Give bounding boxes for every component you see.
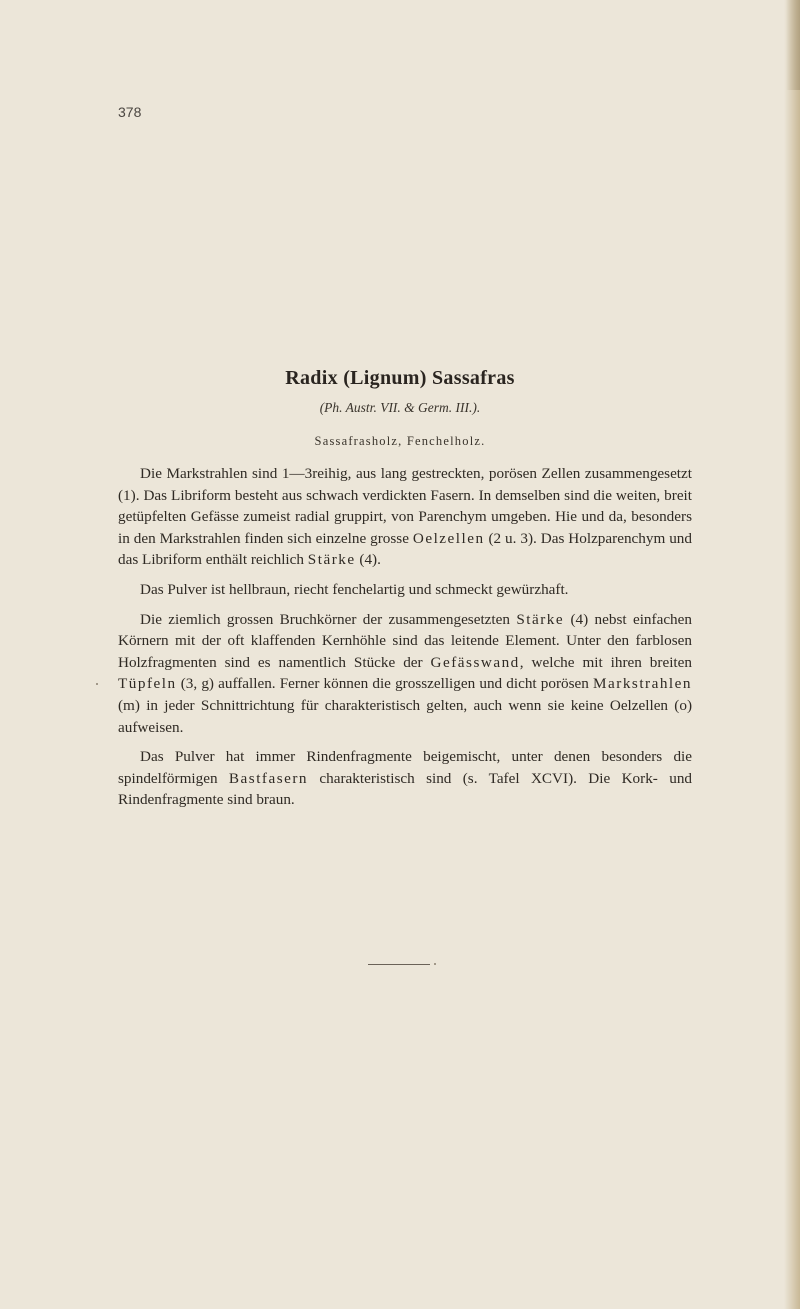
- text-run: Das Pulver hat immer Rindenfragmente beigemischt, unter denen besonders die spindelförmigen: [118, 748, 692, 787]
- paragraph-anatomy: [118, 463, 692, 571]
- end-rule: [368, 964, 430, 965]
- text-run: (3, g) auffallen. Ferner können die grosszelligen und dicht porösen: [176, 675, 594, 693]
- term-tuepfeln: Tüpfeln: [118, 675, 177, 693]
- page-edge-top-shadow: [786, 0, 800, 90]
- term-oelzellen: Oelzellen: [412, 529, 485, 547]
- term-bastfasern: Bastfasern: [228, 769, 309, 787]
- text-run: charakteristisch sind (s. Tafel XCVI). Die Kork- und Rindenfragmente sind braun.: [118, 769, 693, 809]
- text-run: Die ziemlich grossen Bruchkörner der zusammengesetzten: [140, 610, 517, 628]
- speck: [96, 683, 98, 685]
- pharmacopoeia-reference: (Ph. Austr. VII. & Germ. III.).: [319, 400, 481, 415]
- text-run: (2 u. 3). Das Holzparenchym und das Libriform enthält reichlich: [118, 529, 692, 569]
- text-run: (4).: [355, 551, 381, 569]
- page-number: 378: [118, 104, 142, 120]
- paragraph-elements: [118, 609, 692, 739]
- paragraph-bark: [118, 746, 692, 811]
- term-staerke: Stärke: [516, 610, 565, 628]
- page-edge-shadow: [784, 0, 800, 1309]
- text-run: , welche mit ihren breiten: [519, 653, 692, 671]
- speck: [434, 963, 436, 965]
- text-run: Die Markstrahlen sind 1—3reihig, aus lang gestreckten, porösen Zellen zusammengesetzt (1). Das Libriform besteht aus schwach verdickten Fasern. In demselben sind die weiten, breit getüpfelten Gefässe zumeist radial gruppirt, von Parenchym umgeben. Hie und da, besonders in den Markstrahlen finden sich einzelne grosse: [118, 465, 692, 547]
- text-run: (m) in jeder Schnittrichtung für charakteristisch gelten, auch wenn sie keine Oelzellen (o) aufweisen.: [118, 696, 692, 736]
- page-title: Radix (Lignum) Sassafras: [285, 367, 515, 389]
- paragraph-powder: Das Pulver ist hellbraun, riecht fenchelartig und schmeckt gewürzhaft.: [140, 580, 569, 598]
- term-staerke: Stärke: [307, 551, 356, 569]
- term-gefaesswand: Gefässwand: [430, 653, 520, 671]
- body-text: [118, 463, 692, 819]
- term-markstrahlen: Markstrahlen: [593, 675, 692, 693]
- text-run: (4) nebst einfachen Körnern mit der oft klaffenden Kernhöhle sind das leitende Element. Unter den farblosen Holzfragmenten sind es namentlich Stücke der: [118, 610, 692, 671]
- synonyms: Sassafrasholz, Fenchelholz.: [314, 434, 486, 448]
